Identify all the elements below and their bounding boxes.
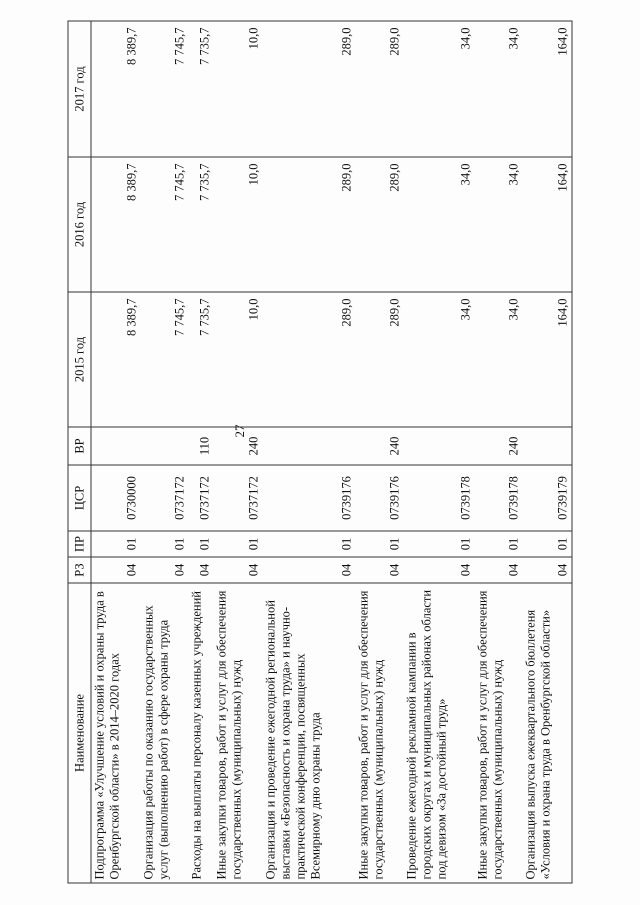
header-2015: 2015 год (68, 292, 91, 427)
row-2015: 8 389,7 (91, 292, 140, 427)
row-csr: 0737172 (188, 465, 214, 531)
row-2017: 34,0 (404, 21, 475, 157)
table-row (214, 21, 262, 883)
row-2016: 164,0 (523, 157, 572, 292)
row-name: Иные закупки товаров, работ и услуг для обеспечения государственных (муниципальных) нужд (214, 583, 262, 883)
row-2016: 7 745,7 (140, 157, 188, 292)
row-2016: 8 389,7 (91, 157, 140, 292)
row-pr: 01 (404, 531, 475, 557)
row-2017: 34,0 (475, 21, 523, 157)
row-2017: 7 745,7 (140, 21, 188, 157)
row-csr: 0737172 (214, 465, 262, 531)
row-vr: 240 (475, 427, 523, 465)
row-csr: 0739178 (404, 465, 475, 531)
table-row (262, 21, 355, 883)
budget-table (68, 20, 573, 883)
header-vr: ВР (68, 427, 91, 465)
table-body (91, 21, 572, 883)
row-rz: 04 (214, 557, 262, 583)
header-2016: 2016 год (68, 157, 91, 292)
row-2016: 34,0 (475, 157, 523, 292)
row-name: Расходы на выплаты персоналу казенных учреждений (188, 583, 214, 883)
row-csr: 0739179 (523, 465, 572, 531)
table-header (68, 21, 91, 883)
table-row (356, 21, 404, 883)
table-row (140, 21, 188, 883)
row-2016: 289,0 (262, 157, 355, 292)
row-name: Иные закупки товаров, работ и услуг для обеспечения государственных (муниципальных) нужд (475, 583, 523, 883)
row-csr: 0739176 (356, 465, 404, 531)
row-2015: 164,0 (523, 292, 572, 427)
row-2017: 7 735,7 (188, 21, 214, 157)
table-row (523, 21, 572, 883)
row-2015: 289,0 (356, 292, 404, 427)
row-2017: 8 389,7 (91, 21, 140, 157)
table-row (475, 21, 523, 883)
row-vr: 110 (188, 427, 214, 465)
row-2016: 289,0 (356, 157, 404, 292)
row-rz: 04 (404, 557, 475, 583)
row-2017: 289,0 (262, 21, 355, 157)
row-rz: 04 (475, 557, 523, 583)
header-name: Наименование (68, 583, 91, 883)
row-2016: 10,0 (214, 157, 262, 292)
row-pr: 01 (262, 531, 355, 557)
row-vr (262, 427, 355, 465)
row-vr (523, 427, 572, 465)
row-pr: 01 (214, 531, 262, 557)
row-2017: 10,0 (214, 21, 262, 157)
row-name: Подпрограмма «Улучшение условий и охраны труда в Оренбургской области» в 2014–2020 годах (91, 583, 140, 883)
row-name: Иные закупки товаров, работ и услуг для обеспечения государственных (муниципальных) нужд (356, 583, 404, 883)
row-2015: 7 745,7 (140, 292, 188, 427)
row-2015: 289,0 (262, 292, 355, 427)
row-pr: 01 (475, 531, 523, 557)
row-name: Организация выпуска ежеквартального бюллетеня «Условия и охрана труда в Оренбургской области» (523, 583, 572, 883)
row-vr (91, 427, 140, 465)
row-vr: 240 (356, 427, 404, 465)
table-row (404, 21, 475, 883)
header-2017: 2017 год (68, 21, 91, 157)
row-rz: 04 (262, 557, 355, 583)
row-csr: 0737172 (140, 465, 188, 531)
table-row (91, 21, 140, 883)
page-number: 27 (232, 424, 247, 438)
row-csr: 0739178 (475, 465, 523, 531)
row-name: Проведение ежегодной рекламной кампании в городских округах и муниципальных районах области под девизом «За достойный труд» (404, 583, 475, 883)
row-2015: 34,0 (404, 292, 475, 427)
row-csr: 0730000 (91, 465, 140, 531)
row-rz: 04 (140, 557, 188, 583)
row-2016: 34,0 (404, 157, 475, 292)
header-csr: ЦСР (68, 465, 91, 531)
header-rz: РЗ (68, 557, 91, 583)
row-2017: 164,0 (523, 21, 572, 157)
row-2015: 10,0 (214, 292, 262, 427)
row-vr (404, 427, 475, 465)
row-pr: 01 (91, 531, 140, 557)
row-name: Организация работы по оказанию государственных услуг (выполнению работ) в сфере охраны труда (140, 583, 188, 883)
row-rz: 04 (188, 557, 214, 583)
row-name: Организация и проведение ежегодной региональной выставки «Безопасность и охрана труда» и научно-практической конференции, посвященных Всемирному дню охраны труда (262, 583, 355, 883)
rotated-table-wrapper (68, 21, 573, 883)
row-2015: 34,0 (475, 292, 523, 427)
header-pr: ПР (68, 531, 91, 557)
row-rz: 04 (523, 557, 572, 583)
row-csr: 0739176 (262, 465, 355, 531)
row-pr: 01 (188, 531, 214, 557)
row-2016: 7 735,7 (188, 157, 214, 292)
row-pr: 01 (140, 531, 188, 557)
row-2015: 7 735,7 (188, 292, 214, 427)
row-2017: 289,0 (356, 21, 404, 157)
row-vr: 240 (214, 427, 262, 465)
row-pr: 01 (356, 531, 404, 557)
row-vr (140, 427, 188, 465)
table-row (188, 21, 214, 883)
row-pr: 01 (523, 531, 572, 557)
row-rz: 04 (91, 557, 140, 583)
row-rz: 04 (356, 557, 404, 583)
